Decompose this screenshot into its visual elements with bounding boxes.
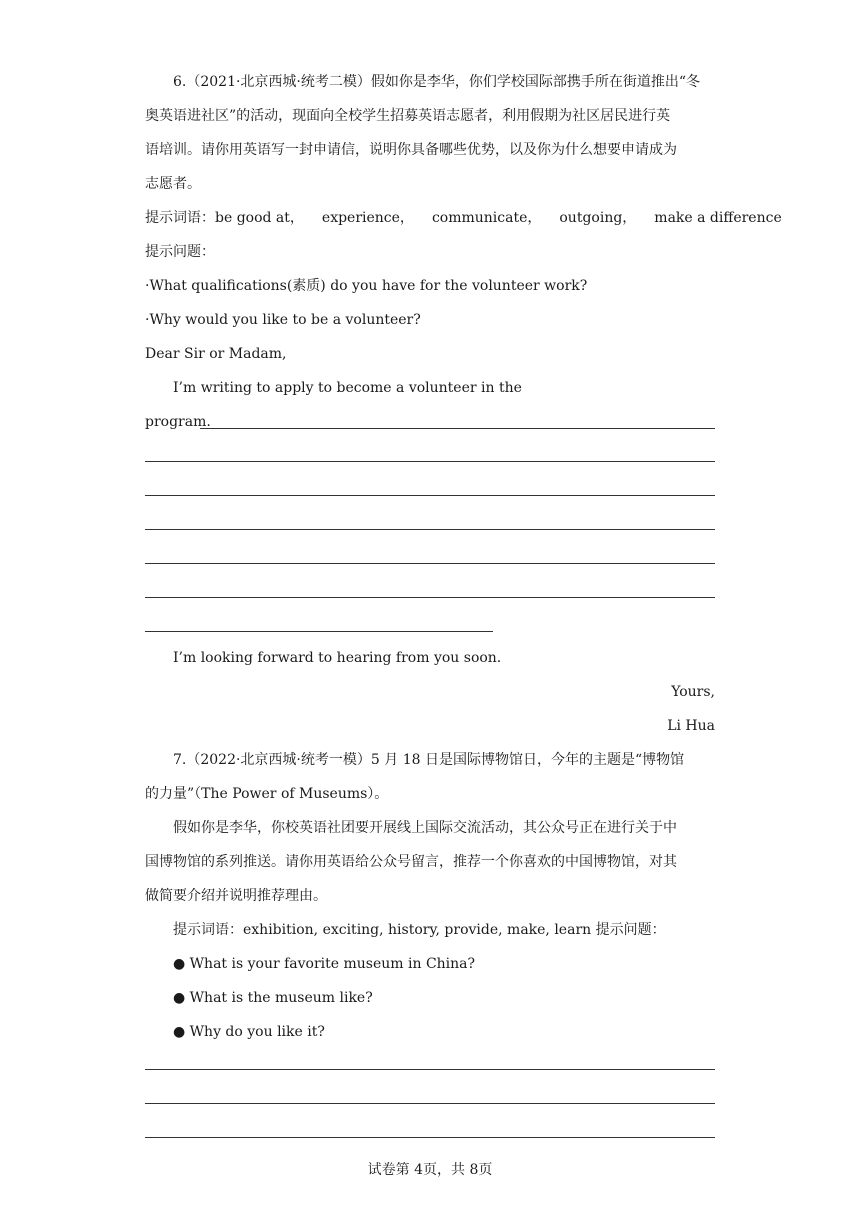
q6-prompt-line-3: 语培训。请你用英语写一封申请信，说明你具备哪些优势，以及你为什么想要申请成为	[145, 142, 677, 158]
answer-line[interactable]	[145, 1137, 715, 1138]
q7-prompt-line-3: 假如你是李华，你校英语社团要开展线上国际交流活动，其公众号正在进行关于中	[173, 820, 677, 836]
q6-prompt-line-1: 6.（2021·北京西城·统考二模）假如你是李华，你们学校国际部携手所在街道推出“冬	[173, 74, 701, 90]
q7-hint-line: 提示词语：exhibition, exciting, history, provide, make, learn 提示问题：	[173, 922, 666, 938]
q6-prompt-line-2: 奥英语进社区”的活动，现面向全校学生招募英语志愿者，利用假期为社区居民进行英	[145, 108, 671, 124]
q7-prompt-line-2: 的力量”（The Power of Museums）。	[145, 786, 389, 802]
letter-sign-off: Yours,	[671, 684, 715, 700]
hint-word: communicate，	[431, 210, 542, 226]
q6-question-1: ·What qualifications(素质) do you have for the volunteer work?	[145, 278, 588, 294]
page-footer: 试卷第 4页，共 8页	[367, 1162, 493, 1178]
hint-word: outgoing，	[559, 210, 637, 226]
q6-hint-words	[145, 208, 782, 228]
letter-closing: I’m looking forward to hearing from you soon.	[173, 650, 502, 666]
q7-prompt-line-4: 国博物馆的系列推送。请你用英语给公众号留言，推荐一个你喜欢的中国博物馆，对其	[145, 854, 677, 870]
q6-question-2: ·Why would you like to be a volunteer?	[145, 312, 421, 328]
q7-question-1: ● What is your favorite museum in China?	[173, 956, 476, 972]
q6-hint-label: 提示词语：	[145, 210, 215, 226]
q7-question-2: ● What is the museum like?	[173, 990, 373, 1006]
answer-line[interactable]	[145, 1103, 715, 1104]
letter-opening-2: program.	[145, 414, 211, 430]
q7-prompt-line-1: 7.（2022·北京西城·统考一模）5 月 18 日是国际博物馆日，今年的主题是“博物馆	[173, 752, 685, 768]
q7-question-3: ● Why do you like it?	[173, 1024, 325, 1040]
answer-line[interactable]	[145, 461, 715, 462]
letter-opening-1: I’m writing to apply to become a volunteer in the	[173, 380, 522, 396]
hint-word: make a difference	[654, 210, 782, 226]
answer-line[interactable]	[145, 529, 715, 530]
q6-question-label: 提示问题：	[145, 244, 215, 260]
letter-signature: Li Hua	[667, 718, 715, 734]
answer-line[interactable]	[145, 563, 715, 564]
hint-word: experience，	[321, 210, 414, 226]
answer-line[interactable]	[145, 1069, 715, 1070]
hint-word: be good at，	[215, 210, 304, 226]
answer-line[interactable]	[200, 428, 715, 429]
answer-line[interactable]	[145, 597, 715, 598]
q6-prompt-line-4: 志愿者。	[145, 176, 201, 192]
answer-line[interactable]	[145, 495, 715, 496]
answer-line[interactable]	[145, 631, 493, 632]
q7-prompt-line-5: 做简要介绍并说明推荐理由。	[145, 888, 327, 904]
letter-salutation: Dear Sir or Madam,	[145, 346, 287, 362]
